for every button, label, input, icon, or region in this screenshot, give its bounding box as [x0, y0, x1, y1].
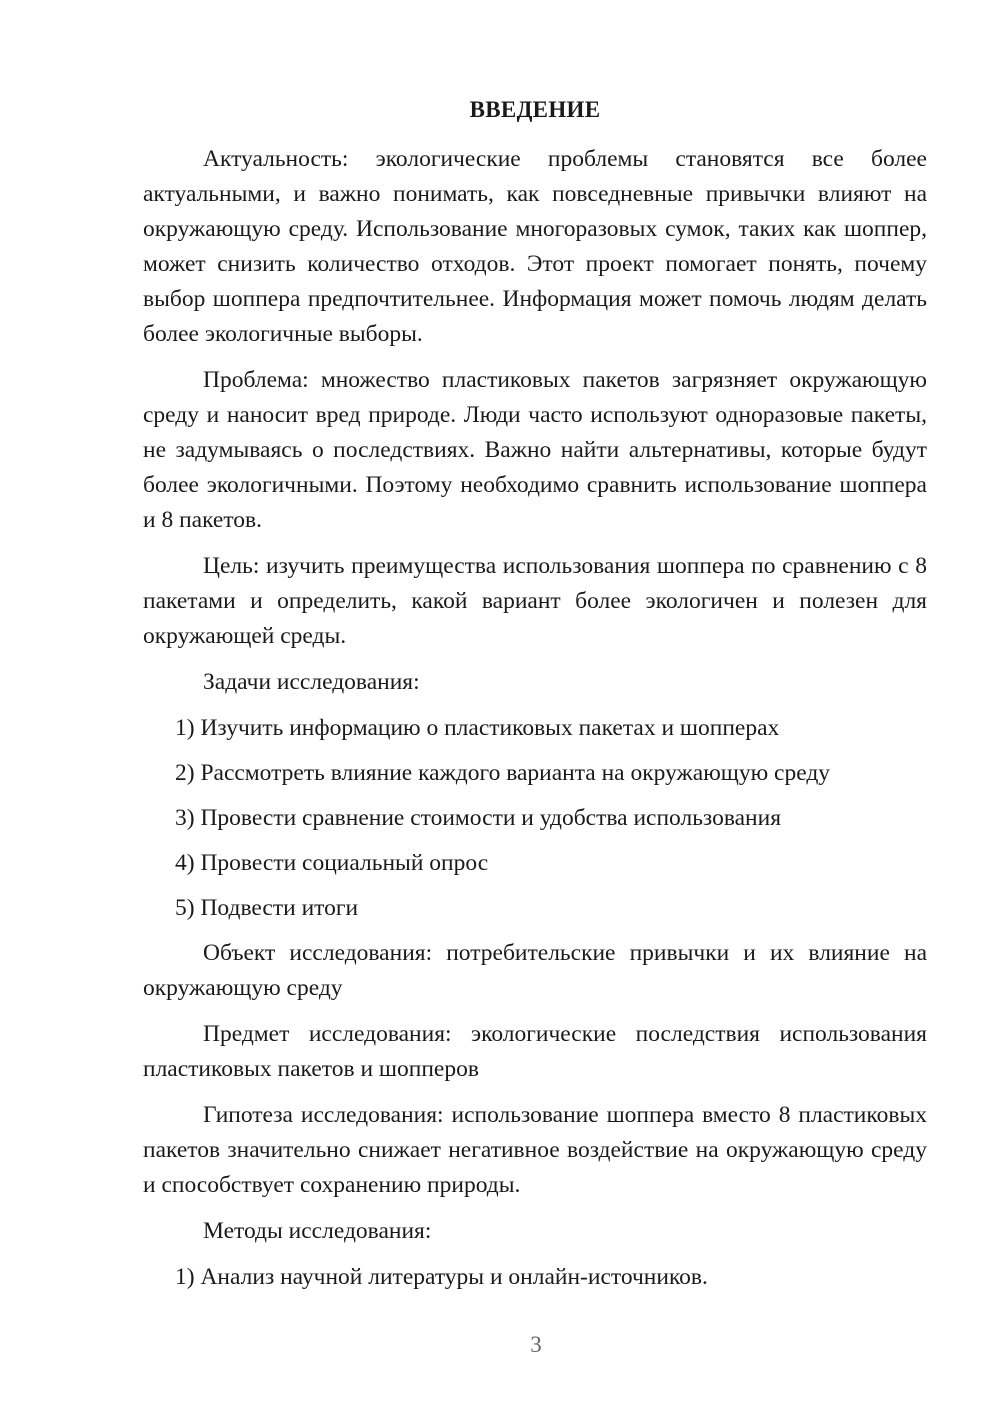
page-title: ВВЕДЕНИЕ	[469, 97, 601, 122]
method-item: 1) Анализ научной литературы и онлайн-источников.	[175, 1264, 708, 1290]
task-item: 4) Провести социальный опрос	[175, 850, 489, 876]
task-item: 3) Провести сравнение стоимости и удобства использования	[175, 805, 782, 831]
methods-heading: Методы исследования:	[203, 1218, 432, 1244]
task-item: 5) Подвести итоги	[175, 895, 359, 921]
hypothesis-paragraph: Гипотеза исследования: использование шоппера вместо 8 пластиковых пакетов значительно снижает негативное воздействие на окружающую среду и способствует сохранению природы.	[143, 1102, 927, 1198]
subject-paragraph: Предмет исследования: экологические последствия использования пластиковых пакетов и шопперов	[143, 1021, 927, 1082]
relevance-paragraph: Актуальность: экологические проблемы становятся все более актуальными, и важно понимать, как повседневные привычки влияют на окружающую среду. Использование многоразовых сумок, таких как шоппер, может снизить количество отходов. Этот проект помогает понять, почему выбор шоппера предпочтительнее. Информация может помочь людям делать более экологичные выборы.	[143, 146, 927, 347]
problem-paragraph: Проблема: множество пластиковых пакетов загрязняет окружающую среду и наносит вред природе. Люди часто используют одноразовые пакеты, не задумываясь о последствиях. Важно найти альтернативы, которые будут более экологичными. Поэтому необходимо сравнить использование шоппера и 8 пакетов.	[143, 367, 927, 533]
task-item: 1) Изучить информацию о пластиковых пакетах и шопперах	[175, 715, 780, 741]
goal-paragraph: Цель: изучить преимущества использования шоппера по сравнению с 8 пакетами и определить, какой вариант более экологичен и полезен для окружающей среды.	[143, 553, 927, 649]
task-item: 2) Рассмотреть влияние каждого варианта на окружающую среду	[175, 760, 831, 786]
object-paragraph: Объект исследования: потребительские привычки и их влияние на окружающую среду	[143, 940, 927, 1001]
tasks-heading: Задачи исследования:	[203, 669, 420, 695]
page-number: 3	[530, 1332, 542, 1357]
page-content	[143, 92, 927, 1305]
